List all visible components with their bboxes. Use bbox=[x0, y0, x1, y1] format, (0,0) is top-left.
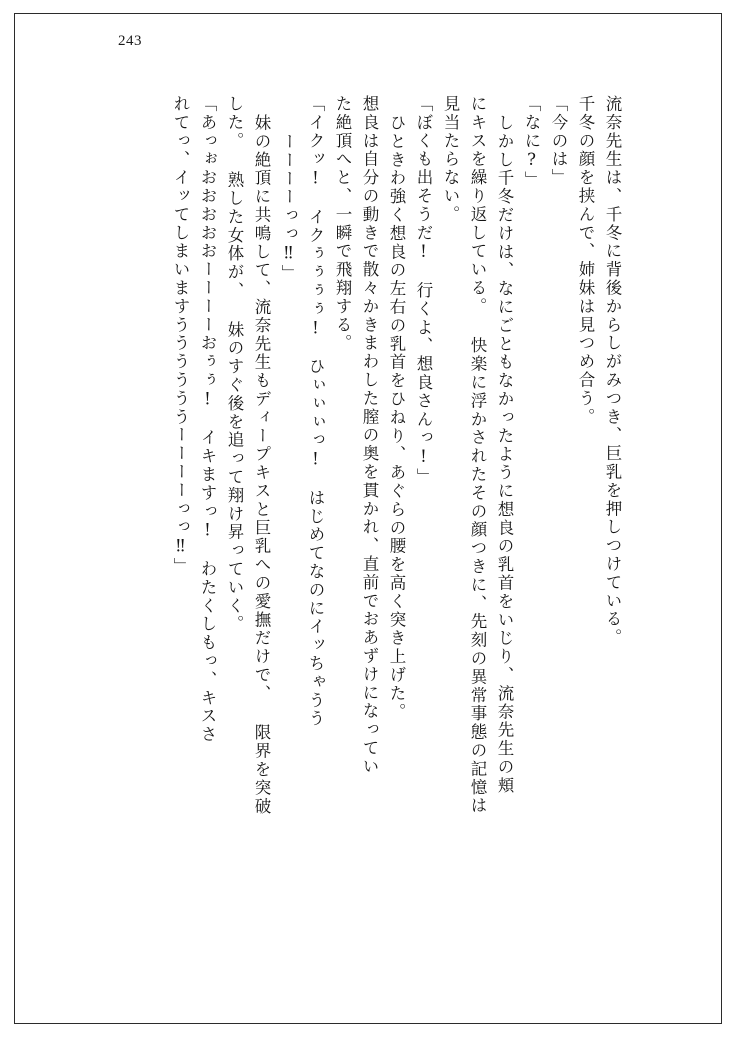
text-column: 妹の絶頂に共鳴して、流奈先生もディープキスと巨乳への愛撫だけで、 限界を突破 bbox=[252, 114, 271, 816]
page-frame-left bbox=[14, 13, 15, 1024]
text-column: れてっ、イッてしまいますううううううーーーーっっ‼」 bbox=[171, 95, 190, 576]
text-column: した。 熟した女体が、 妹のすぐ後を追って翔け昇っていく。 bbox=[225, 95, 244, 634]
page-number: 243 bbox=[118, 33, 142, 49]
text-column: 「イクッ! イクぅぅぅぅ! ひぃぃぃっ! はじめてなのにイッちゃうう bbox=[306, 95, 325, 729]
text-column: ひときわ強く想良の左右の乳首をひねり、あぐらの腰を高く突き上げた。 bbox=[387, 114, 406, 722]
text-column: 「今のは」 bbox=[549, 95, 568, 187]
text-column: ーーーーっっ‼」 bbox=[279, 133, 298, 283]
page-frame-top bbox=[14, 13, 722, 14]
vertical-text-block bbox=[104, 95, 620, 975]
text-column: 想良は自分の動きで散々かきまわした膣の奥を貫かれ、直前でおあずけになってい bbox=[360, 95, 379, 776]
text-column: 「ぼくも出そうだ! 行くよ、想良さんっ!」 bbox=[414, 95, 433, 487]
text-column: 見当たらない。 bbox=[441, 95, 460, 224]
page-frame-right bbox=[721, 13, 722, 1024]
text-column: にキスを繰り返している。 快楽に浮かされたその顔つきに、先刻の異常事態の記憶は bbox=[468, 95, 487, 816]
text-column: 千冬の顔を挟んで、姉妹は見つめ合う。 bbox=[576, 95, 595, 427]
text-column: しかし千冬だけは、なにごともなかったように想良の乳首をいじり、流奈先生の頬 bbox=[495, 114, 514, 795]
text-column: た絶頂へと、一瞬で飛翔する。 bbox=[333, 95, 352, 353]
text-column: 「なに?」 bbox=[522, 95, 541, 190]
text-column: 流奈先生は、千冬に背後からしがみつき、巨乳を押しつけている。 bbox=[603, 95, 622, 647]
text-column: 「あっぉおおおおおーーーーおぅぅ! イキますっ! わたくしもっ、キスさ bbox=[198, 95, 217, 744]
page-frame-bottom bbox=[14, 1023, 722, 1024]
